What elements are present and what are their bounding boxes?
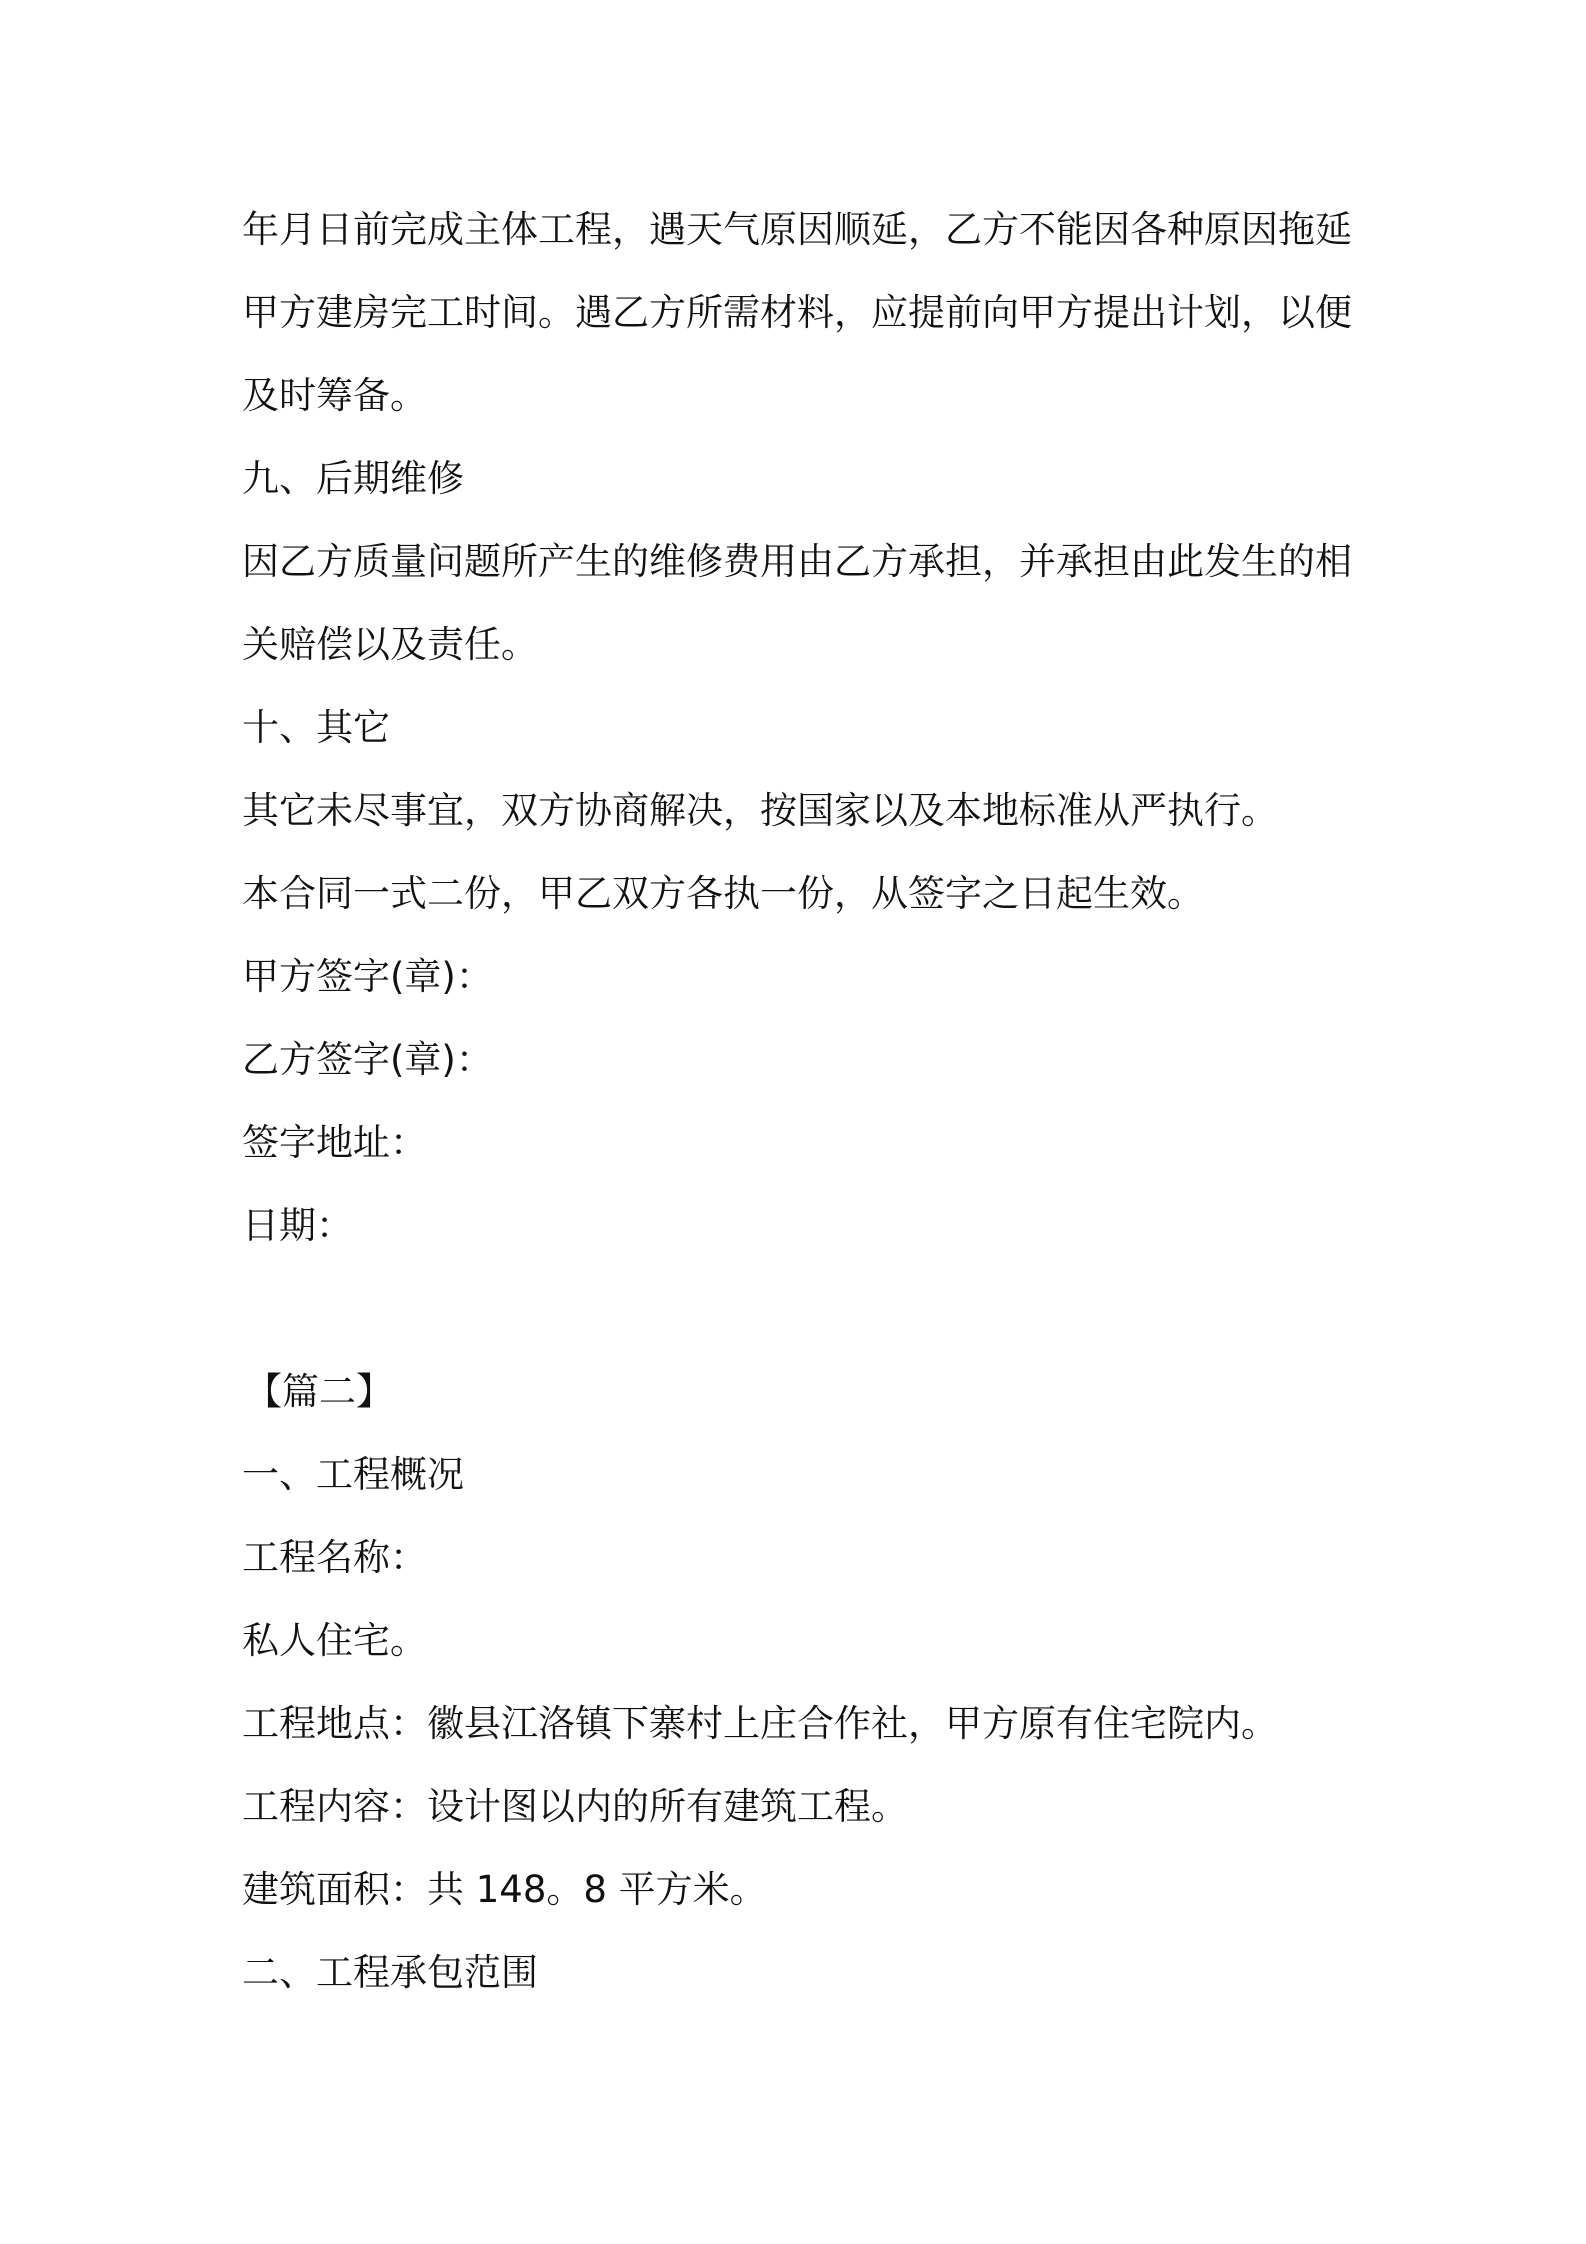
- paragraph-line: 本合同一式二份，甲乙双方各执一份，从签字之日起生效。: [242, 872, 1204, 915]
- paragraph-line: 私人住宅。: [242, 1619, 427, 1662]
- section-heading: 二、工程承包范围: [242, 1951, 538, 1994]
- paragraph-line: 因乙方质量问题所产生的维修费用由乙方承担，并承担由此发生的相: [242, 540, 1352, 583]
- paragraph-line: 关赔偿以及责任。: [242, 623, 538, 666]
- signature-address-field: 签字地址：: [242, 1121, 427, 1164]
- paragraph-line: 工程地点：徽县江洛镇下寨村上庄合作社，甲方原有住宅院内。: [242, 1702, 1278, 1745]
- signature-field-party-b: 乙方签字(章)：: [242, 1038, 493, 1081]
- chapter-heading: 【篇二】: [245, 1370, 393, 1413]
- paragraph-line: 及时筹备。: [242, 374, 427, 417]
- paragraph-line: 建筑面积：共 148。8 平方米。: [242, 1868, 767, 1911]
- paragraph-line: 其它未尽事宜，双方协商解决，按国家以及本地标准从严执行。: [242, 789, 1278, 832]
- paragraph-line: 工程名称：: [242, 1536, 427, 1579]
- section-heading: 一、工程概况: [242, 1453, 464, 1496]
- section-heading: 十、其它: [242, 706, 390, 749]
- signature-field-party-a: 甲方签字(章)：: [242, 955, 493, 998]
- paragraph-line: 年月日前完成主体工程，遇天气原因顺延，乙方不能因各种原因拖延: [242, 208, 1352, 251]
- section-heading: 九、后期维修: [242, 457, 464, 500]
- paragraph-line: 工程内容：设计图以内的所有建筑工程。: [242, 1785, 908, 1828]
- date-field: 日期：: [242, 1204, 353, 1247]
- paragraph-line: 甲方建房完工时间。遇乙方所需材料，应提前向甲方提出计划，以便: [242, 291, 1352, 334]
